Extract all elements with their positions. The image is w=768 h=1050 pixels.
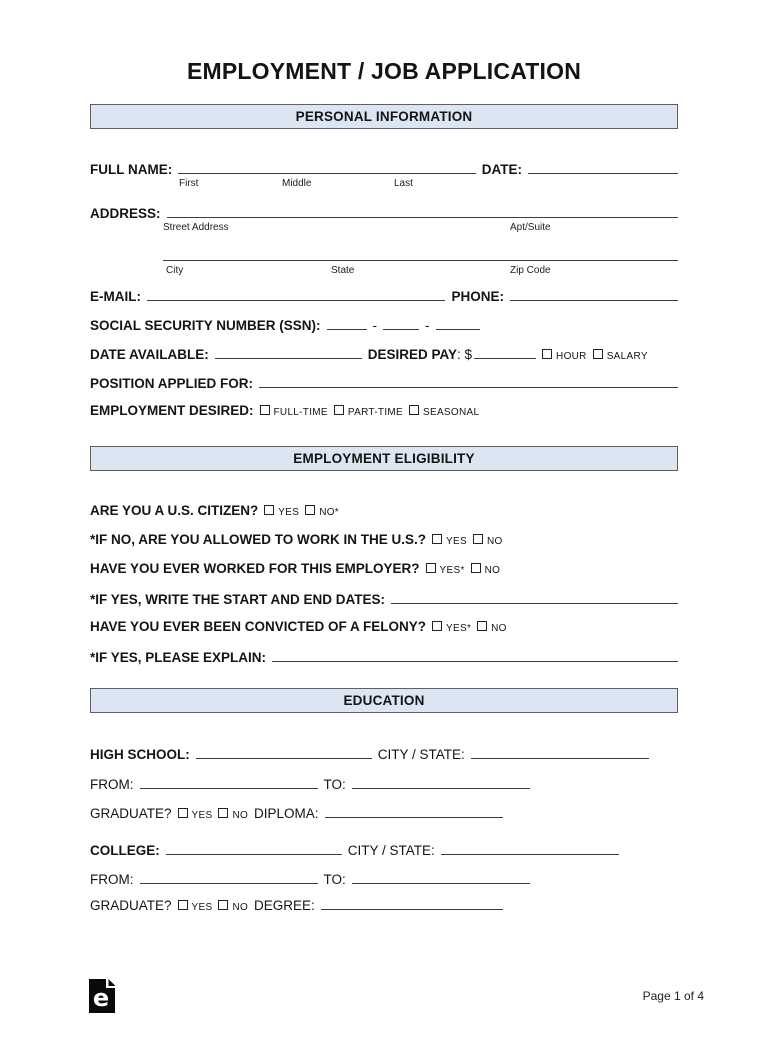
ssn-part1-input-line[interactable] [327,316,367,330]
city-sublabel: City [166,265,184,276]
worked-yes-label: YES* [439,565,465,576]
hour-checkbox[interactable] [542,349,552,359]
section-header-employment-eligibility [90,446,678,471]
section-header-label: EMPLOYMENT ELIGIBILITY [293,451,475,466]
desired-pay-dollar: : $ [457,347,473,362]
employment-desired-label: EMPLOYMENT DESIRED: [90,403,254,418]
college-city-state-label: CITY / STATE: [347,843,435,858]
page-title: EMPLOYMENT / JOB APPLICATION [186,58,582,84]
worked-no-checkbox[interactable] [471,563,481,573]
date-available-input-line[interactable] [215,345,362,359]
college-from-to-row [90,870,678,888]
hs-diploma-input-line[interactable] [325,804,503,818]
ssn-dash1: - [372,318,378,333]
desired-pay-input-line[interactable] [474,345,536,359]
college-degree-input-line[interactable] [321,896,503,910]
ssn-dash2: - [425,318,430,333]
start-end-dates-input-line[interactable] [391,590,678,604]
citizen-yes-option [264,505,299,518]
hs-city-state-input-line[interactable] [471,745,649,759]
college-graduate-yes-checkbox[interactable] [178,900,188,910]
hs-diploma-label: DIPLOMA: [254,806,319,821]
worked-before-question-label: HAVE YOU EVER WORKED FOR THIS EMPLOYER? [90,561,420,576]
section-header-education [90,688,678,713]
page-number: Page 1 of 4 [642,989,704,1003]
allowed-no-option [473,534,503,547]
allowed-yes-label: YES [446,536,467,547]
hs-graduate-no-checkbox[interactable] [218,808,228,818]
first-sublabel: First [179,178,199,189]
college-input-line[interactable] [166,841,342,855]
date-available-label: DATE AVAILABLE: [90,347,209,362]
street-address-sublabel: Street Address [163,222,229,233]
allowed-to-work-question-row [90,532,678,550]
part-time-checkbox[interactable] [334,405,344,415]
felony-question-row [90,619,678,637]
position-input-line[interactable] [259,374,678,388]
college-graduate-yes-option [178,900,213,913]
college-from-label: FROM: [90,872,134,887]
start-end-dates-row [90,590,678,608]
section-header-label: EDUCATION [343,693,425,708]
college-from-input-line[interactable] [140,870,318,884]
address-label: ADDRESS: [90,206,161,221]
felony-explain-label: *IF YES, PLEASE EXPLAIN: [90,650,267,665]
date-input-line[interactable] [528,160,678,174]
hs-to-label: TO: [323,777,346,792]
logo-letter: e [92,984,110,1012]
city-state-zip-row [90,247,678,265]
full-time-label: FULL-TIME [273,407,328,418]
hs-to-input-line[interactable] [352,775,530,789]
hs-graduate-row [90,804,678,822]
full-time-checkbox[interactable] [260,405,270,415]
address-sublabels [90,222,678,235]
hour-option [542,349,587,362]
salary-option [593,349,648,362]
seasonal-option [409,405,479,418]
worked-no-label: NO [484,565,501,576]
full-time-option [260,405,328,418]
apt-suite-sublabel: Apt/Suite [510,222,551,233]
citizen-yes-checkbox[interactable] [264,505,274,515]
felony-yes-checkbox[interactable] [432,621,442,631]
hs-city-state-label: CITY / STATE: [377,747,465,762]
citizen-question-label: ARE YOU A U.S. CITIZEN? [90,503,259,518]
phone-input-line[interactable] [510,287,678,301]
college-graduate-no-label: NO [232,902,249,913]
allowed-yes-checkbox[interactable] [432,534,442,544]
ssn-part2-input-line[interactable] [383,316,419,330]
citizen-question-row [90,503,678,521]
worked-yes-option [426,563,465,576]
college-to-label: TO: [323,872,346,887]
city-state-zip-input-line[interactable] [163,247,678,261]
date-label: DATE: [481,162,522,177]
college-graduate-no-option [218,900,248,913]
citizen-no-checkbox[interactable] [305,505,315,515]
felony-no-label: NO [491,623,507,634]
start-end-dates-label: *IF YES, WRITE THE START AND END DATES: [90,592,386,607]
zip-code-sublabel: Zip Code [510,265,551,276]
phone-label: PHONE: [451,289,504,304]
city-state-zip-sublabels [90,265,678,278]
college-graduate-row [90,896,678,914]
middle-sublabel: Middle [282,178,312,189]
section-header-label: PERSONAL INFORMATION [295,109,473,124]
desired-pay-label: DESIRED PAY: $ [367,347,473,362]
hour-label: HOUR [556,351,587,362]
salary-label: SALARY [606,351,648,362]
worked-no-option [471,563,501,576]
high-school-label: HIGH SCHOOL: [90,747,190,762]
ssn-part3-input-line[interactable] [436,316,480,330]
email-input-line[interactable] [147,287,445,301]
email-phone-row [90,287,678,305]
hs-graduate-yes-label: YES [191,810,213,821]
date-available-pay-row [90,345,678,363]
full-name-input-line[interactable] [178,160,476,174]
college-degree-label: DEGREE: [254,898,315,913]
full-name-label: FULL NAME: [90,162,173,177]
felony-no-checkbox[interactable] [477,621,487,631]
application-form-page [0,56,768,914]
college-graduate-yes-label: YES [191,902,213,913]
hs-from-to-row [90,775,678,793]
allowed-no-label: NO [486,536,503,547]
last-sublabel: Last [394,178,413,189]
position-applied-label: POSITION APPLIED FOR: [90,376,254,391]
ssn-label: SOCIAL SECURITY NUMBER (SSN): [90,318,321,333]
felony-explain-row [90,648,678,666]
page-footer [88,978,704,1014]
seasonal-checkbox[interactable] [409,405,419,415]
high-school-input-line[interactable] [196,745,372,759]
salary-checkbox[interactable] [593,349,603,359]
state-sublabel: State [331,265,355,276]
part-time-label: PART-TIME [347,407,404,418]
college-row [90,841,678,859]
college-city-state-input-line[interactable] [441,841,619,855]
address-row [90,204,678,222]
college-label: COLLEGE: [90,843,160,858]
college-to-input-line[interactable] [352,870,530,884]
allowed-to-work-question-label: *IF NO, ARE YOU ALLOWED TO WORK IN THE U.S.? [90,532,427,547]
hs-graduate-yes-option [178,808,213,821]
citizen-no-label: NO* [319,507,339,518]
worked-before-question-row [90,561,678,579]
citizen-yes-label: YES [278,507,300,518]
employment-desired-row [90,403,678,421]
allowed-yes-option [432,534,467,547]
street-address-input-line[interactable] [167,204,678,218]
ssn-row [90,316,678,334]
hs-graduate-label: GRADUATE? [90,806,172,821]
hs-graduate-no-option [218,808,248,821]
section-header-personal-information [90,104,678,129]
felony-yes-option [432,621,471,634]
seasonal-label: SEASONAL [423,407,480,418]
felony-no-option [477,621,507,634]
hs-graduate-yes-checkbox[interactable] [178,808,188,818]
felony-yes-label: YES* [446,623,472,634]
hs-from-input-line[interactable] [140,775,318,789]
college-graduate-label: GRADUATE? [90,898,172,913]
allowed-no-checkbox[interactable] [473,534,483,544]
name-sublabels [90,178,678,191]
felony-explain-input-line[interactable] [272,648,678,662]
hs-from-label: FROM: [90,777,134,792]
high-school-row [90,745,678,763]
email-label: E-MAIL: [90,289,141,304]
citizen-no-option [305,505,339,518]
felony-question-label: HAVE YOU EVER BEEN CONVICTED OF A FELONY? [90,619,427,634]
college-graduate-no-checkbox[interactable] [218,900,228,910]
position-row [90,374,678,392]
hs-graduate-no-label: NO [232,810,249,821]
full-name-row [90,160,678,178]
eforms-logo-icon [88,978,116,1014]
part-time-option [334,405,403,418]
worked-yes-checkbox[interactable] [426,563,436,573]
